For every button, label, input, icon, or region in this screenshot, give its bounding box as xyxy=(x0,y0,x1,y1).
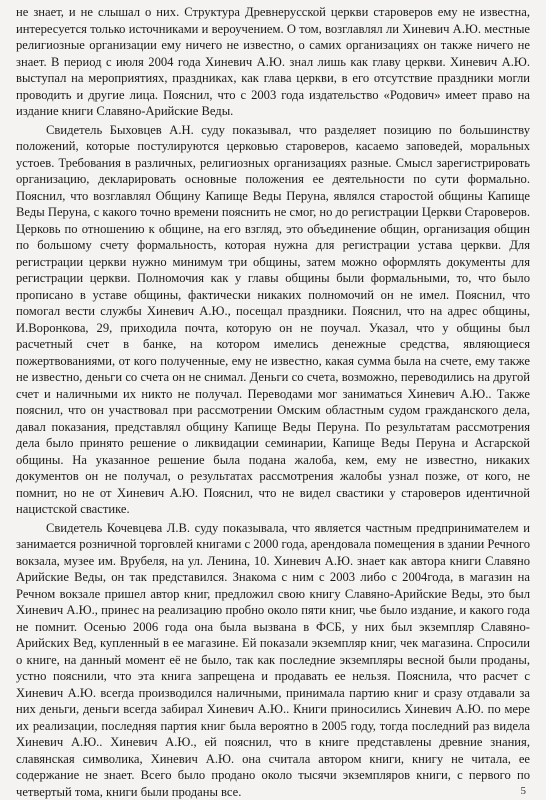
paragraph-witness-kochevtseva: Свидетель Кочевцева Л.В. суду показывала, что является частным предпринимателем и занимается розничной торговлей книгами с 2000 года, арендовала помещения в здании Речного вокзала, музее им. Врубеля, на ул. Ленина, 10. Хиневич А.Ю. знает как автора книги Славяно Арийские Веды, он так представился. Знакома с ним с 2003 либо с 2004года, в магазин на Речном вокзале пришел автор книг, предложил свою книгу Славяно-Арийские Веды, это был Хиневич А.Ю., принес на реализацию пробно около пяти книг, чье было издание, и какого года не помнит. Осенью 2006 года она была вызвана в ФСБ, у них был экземпляр Славяно-Арийских Вед, купленный в ее магазине. Ей показали экземпляр книг, чек магазина. Спросили о книге, на данный момент её не было, так как последние экземпляры весной были проданы, устно пояснили, что эта книга запрещена и продавать ее нельзя. Пояснила, что расчет с Хиневич А.Ю. всегда производился наличными, принимала партию книг и сразу отдавали за них деньги, деньги всегда забирал Хиневич А.Ю.. Книги приносились Хиневич А.Ю. по мере их реализации, последняя партия книг была вероятно в 2005 году, тогда последний раз видела Хиневич А.Ю.. Хиневич А.Ю., ей пояснил, что в книге представлены древние знания, славянская символика, Хиневич А.Ю. она считала автором книги, книгу не читала, ее содержание не знает. Всего было продано около тысячи экземпляров книги, с первого по четвертый тома, книги были проданы все. xyxy=(16,520,530,799)
paragraph-continuation: не знает, и не слышал о них. Структура Древнерусской церкви староверов ему не известна, интересуется только источниками и вероучением. О том, возглавлял ли Хиневич А.Ю. местные религиозные организации ему ничего не известно, о самих организациях он также ничего не знает. В период с июля 2004 года Хиневич А.Ю. знал лишь как главу церкви. Хиневич А.Ю. выступал на мероприятиях, праздниках, как глава церкви, в его отсутствие праздники могли проводить и другие лица. Пояснил, что с 2003 года издательство «Родович» имеет право на издание книги Славяно-Арийские Веды. xyxy=(16,5,530,118)
paragraph-witness-bykhovtsev: Свидетель Быховцев А.Н. суду показывал, что разделяет позицию по большинству положений, которые постулируются церковью староверов, касаемо заповедей, моральных устоев. Требования в различных, религиозных организациях разные. Смысл зарегистрировать организацию, декларировать основные положения ее деятельности по сути формально. Пояснил, что возглавлял Общину Капище Веды Перуна, являлся старостой общины Капище Веды Перуна, с какого точно времени пояснить не смог, но до регистрации Церкви Староверов. Церковь по отношению к общине, на его взгляд, это объединение общин, организация общин по большому счету формальность, которая нужна для регистрации устава церкви. Для регистрации церкви нужно минимум три общины, затем можно оформлять документы для регистрации церкви. Полномочия как у главы общины были формальными, то, что было прописано в уставе общины, фактически никаких полномочий он не имел. Пояснил, что помогал вести службы Хиневич А.Ю., посещал праздники. Пояснил, что на адрес общины, И.Воронкова, 29, приходила почта, которую он не поучал. Указал, что у общины был расчетный счет в банке, на котором имелись денежные средства, являющиеся пожертвованиями, от кого полученные, ему не известно, какая сумма была на счете, ему также не известно, деньги со счета он не снимал. Деньги со счета, возможно, переводились на другой счет и наличными их никто не получал. Переводами мог заниматься Хиневич А.Ю.. Также пояснил, что он участвовал при рассмотрении Омским областным судом гражданского дела, давал показания, представлял общину Капище Веды Перуна. По результатам рассмотрения дела было принято решение о ликвидации семинарии, Капище Веды Перуна и Асгарской общины. На указанное решение была подана жалоба, кем, ему не известно, никаких документов он не получал, о результатах рассмотрения жалобы узнал позже, от кого, не помнит, но не от Хиневич А.Ю. Пояснил, что не видел свастики у староверов идентичной нацистской свастике. xyxy=(16,122,530,516)
page-number: 5 xyxy=(520,785,526,797)
